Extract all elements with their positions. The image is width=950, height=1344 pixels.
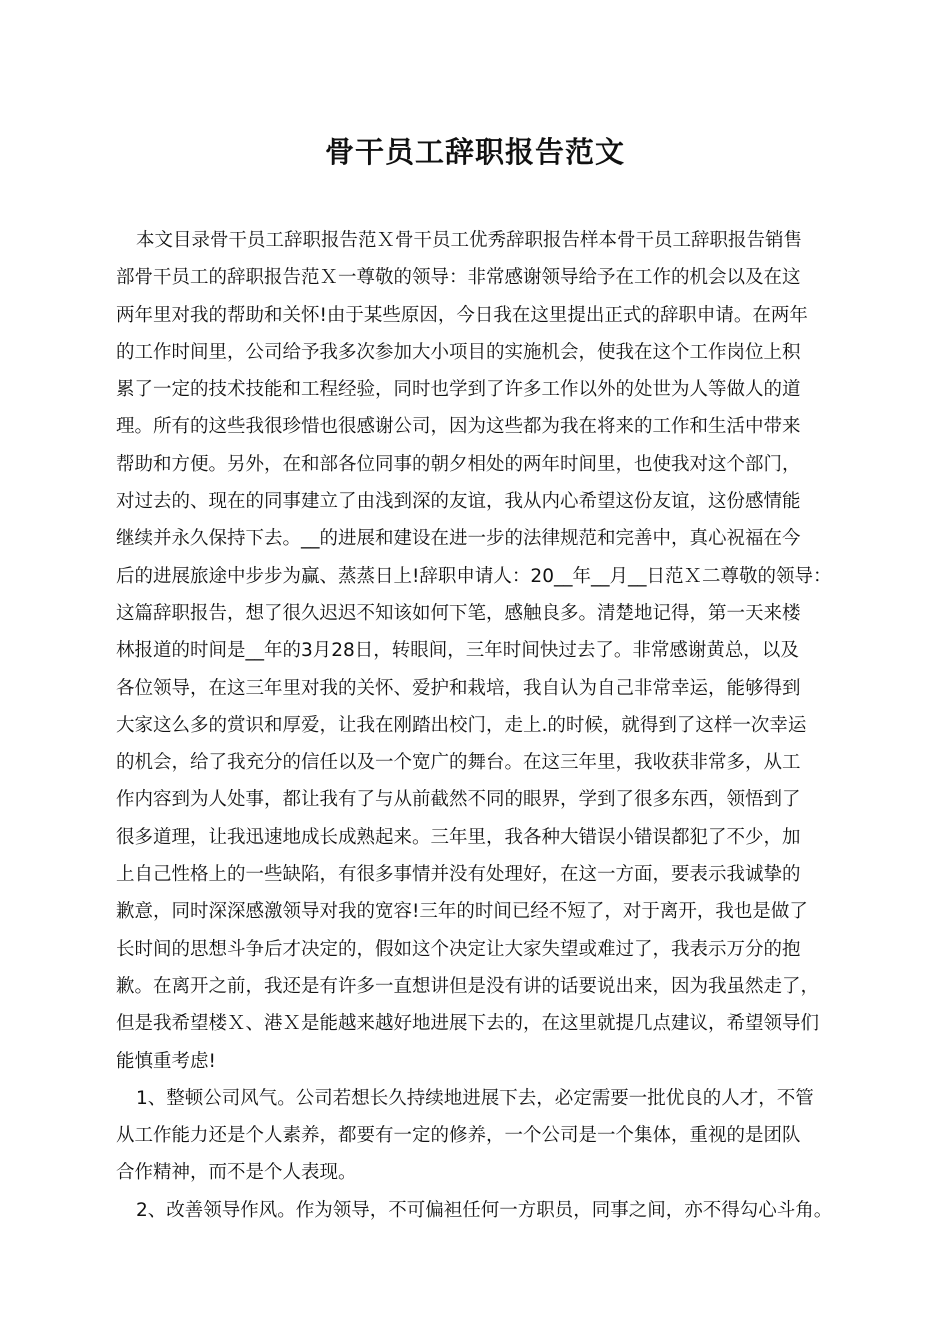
body-line: 作内容到为人处事，都让我有了与从前截然不同的眼界，学到了很多东西，领悟到了 (116, 789, 801, 811)
body-line: 理。所有的这些我很珍惜也很感谢公司，因为这些都为我在将来的工作和生活中带来 (116, 416, 801, 438)
body-line: 2、改善领导作风。作为领导，不可偏袒任何一方职员，同事之间，亦不得勾心斗角。 (136, 1199, 833, 1221)
body-line: 各位领导，在这三年里对我的关怀、爱护和栽培，我自认为自己非常幸运，能够得到 (116, 677, 801, 699)
body-line: 帮助和方便。另外，在和部各位同事的朝夕相处的两年时间里，也使我对这个部门， (116, 453, 801, 475)
body-line: 能慎重考虑! (116, 1050, 216, 1072)
body-line: 后的进展旅途中步步为赢、蒸蒸日上!辞职申请人：20__年__月__日范Ｘ二尊敬的领导： (116, 565, 832, 587)
body-line: 部骨干员工的辞职报告范Ｘ一尊敬的领导：非常感谢领导给予在工作的机会以及在这 (116, 267, 801, 289)
body-line: 累了一定的技术技能和工程经验，同时也学到了许多工作以外的处世为人等做人的道 (116, 379, 801, 401)
body-line: 合作精神，而不是个人表现。 (116, 1162, 357, 1184)
body-line: 大家这么多的赏识和厚爱，让我在刚踏出校门，走上.的时候，就得到了这样一次幸运 (116, 714, 807, 736)
body-line: 1、整顿公司风气。公司若想长久持续地进展下去，必定需要一批优良的人才，不管 (136, 1087, 814, 1109)
document-body (116, 222, 841, 1229)
body-line: 歉意，同时深深感激领导对我的宽容!三年的时间已经不短了，对于离开，我也是做了 (116, 901, 808, 923)
body-line: 上自己性格上的一些缺陷，有很多事情并没有处理好，在这一方面，要表示我诚挚的 (116, 864, 801, 886)
body-line: 的机会，给了我充分的信任以及一个宽广的舞台。在这三年里，我收获非常多，从工 (116, 752, 801, 774)
body-line: 这篇辞职报告，想了很久迟迟不知该如何下笔，感触良多。清楚地记得，第一天来楼 (116, 602, 801, 624)
body-line: 从工作能力还是个人素养，都要有一定的修养，一个公司是一个集体，重视的是团队 (116, 1125, 801, 1147)
body-line: 本文目录骨干员工辞职报告范Ｘ骨干员工优秀辞职报告样本骨干员工辞职报告销售 (136, 230, 803, 251)
body-line: 长时间的思想斗争后才决定的，假如这个决定让大家失望或难过了，我表示万分的抱 (116, 938, 801, 960)
body-line: 歉。在离开之前，我还是有许多一直想讲但是没有讲的话要说出来，因为我虽然走了， (116, 975, 820, 997)
body-line: 对过去的、现在的同事建立了由浅到深的友谊，我从内心希望这份友谊，这份感情能 (116, 491, 801, 513)
body-line: 的工作时间里，公司给予我多次参加大小项目的实施机会，使我在这个工作岗位上积 (116, 341, 801, 363)
body-line: 但是我希望楼Ｘ、港Ｘ是能越来越好地进展下去的，在这里就提几点建议，希望领导们 (116, 1013, 820, 1035)
body-line: 很多道理，让我迅速地成长成熟起来。三年里，我各种大错误小错误都犯了不少，加 (116, 826, 801, 848)
body-line: 继续并永久保持下去。__的进展和建设在进一步的法律规范和完善中，真心祝福在今 (116, 528, 801, 550)
body-line: 两年里对我的帮助和关怀!由于某些原因，今日我在这里提出正式的辞职申请。在两年 (116, 304, 808, 326)
body-line: 林报道的时间是__年的3月28日，转眼间，三年时间快过去了。非常感谢黄总，以及 (116, 640, 799, 662)
document-title: 骨干员工辞职报告范文 (324, 135, 625, 169)
